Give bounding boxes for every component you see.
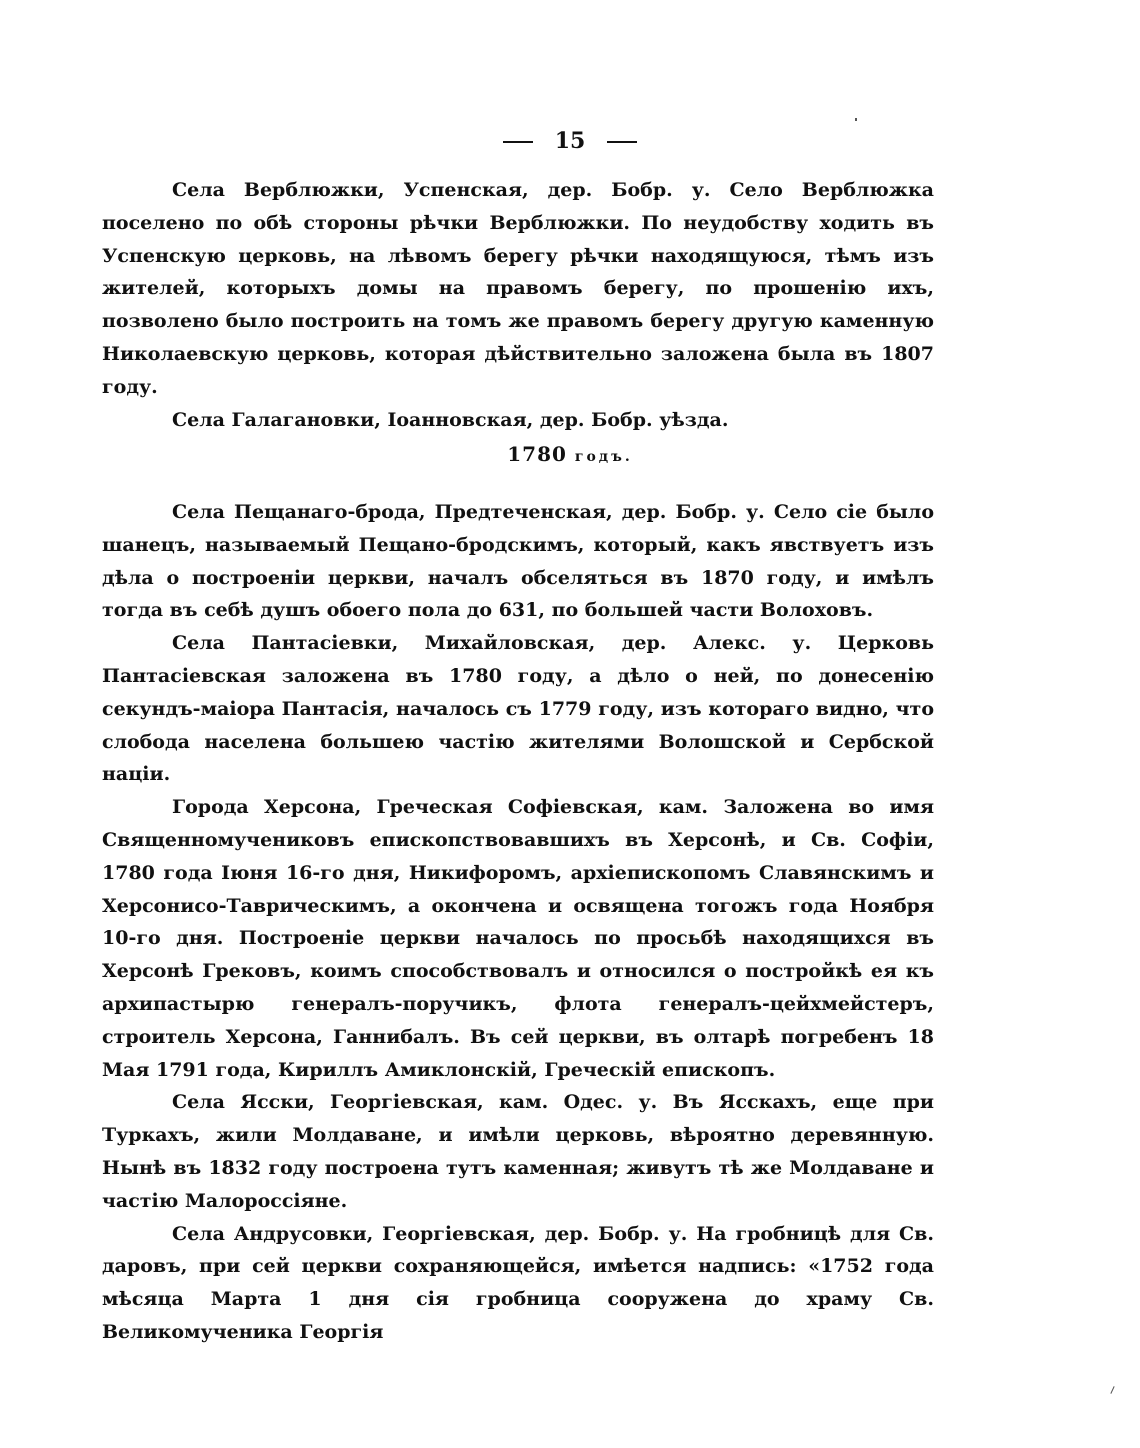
page-number: 15 xyxy=(554,128,586,154)
paragraph: Села Андрусовки, Георгіевская, дер. Бобр. у. На гробницѣ для Св. даровъ, при сей церкви сохраняющейся, имѣется надпись: «1752 года мѣсяца Марта 1 дня сія гробница сооружена до храму Св. Великомученика Георгія xyxy=(102,1222,934,1343)
scan-speck xyxy=(1110,1386,1114,1394)
text-block-main xyxy=(102,496,934,1349)
paragraph: Села Верблюжки, Успенская, дер. Бобр. у. Село Верблюжка поселено по обѣ стороны рѣчки Верблюжки. По неудобству ходить въ Успенскую церковь, на лѣвомъ берегу рѣчки находящуюся, тѣмъ изъ жителей, которыхъ домы на правомъ берегу, по прошенію ихъ, позволено было построить на томъ же правомъ берегу другую каменную Николаевскую церковь, которая дѣйствительно заложена была въ 1807 году. xyxy=(102,179,934,398)
section-heading xyxy=(0,442,1140,466)
page-header xyxy=(0,128,1140,154)
paragraph: Города Херсона, Греческая Софіевская, кам. Заложена во имя Священномучениковъ епископствовавшихъ въ Херсонѣ, и Св. Софіи, 1780 года Іюня 16-го дня, Никифоромъ, архіепископомъ Славянскимъ и Херсонисо-Таврическимъ, а окончена и освящена тогожъ года Ноября 10-го дня. Построеніе церкви началось по просьбѣ находящихся въ Херсонѣ Грековъ, коимъ способствовалъ и относился о постройкѣ ея къ архипастырю генералъ-поручикъ, флота генералъ-цейхмейстеръ, строитель Херсона, Ганнибалъ. Въ сей церкви, въ олтарѣ погребенъ 18 Мая 1791 года, Кириллъ Амиклонскій, Греческій епископъ. xyxy=(102,796,934,1081)
paragraph: Села Ясски, Георгіевская, кам. Одес. у. Въ Ясскахъ, еще при Туркахъ, жили Молдаване, и имѣли церковь, вѣроятно деревянную. Нынѣ въ 1832 году построена тутъ каменная; живутъ тѣ же Молдаване и частію Малороссіяне. xyxy=(102,1091,934,1212)
paragraph: Села Пантасіевки, Михайловская, дер. Алекс. у. Церковь Пантасіевская заложена въ 1780 году, а дѣло о ней, по донесенію секундъ-маіора Пантасія, началось съ 1779 году, изъ котораго видно, что слобода населена большею частію жителями Волошской и Сербской націи. xyxy=(102,632,934,786)
section-year: 1780 xyxy=(507,442,567,466)
paragraph: Села Галагановки, Іоанновская, дер. Бобр. уѣзда. xyxy=(172,408,729,431)
header-dash-right xyxy=(607,141,637,143)
paragraph: Села Пещанаго-брода, Предтеченская, дер. Бобр. у. Село сіе было шанецъ, называемый Пещано-бродскимъ, который, какъ явствуетъ изъ дѣла о построеніи церкви, началъ обселяться въ 1870 году, и имѣлъ тогда въ себѣ душъ обоего пола до 631, по большей части Волоховъ. xyxy=(102,501,934,622)
header-dash-left xyxy=(503,141,533,143)
text-block-top xyxy=(102,174,934,436)
section-label: годъ. xyxy=(574,449,633,465)
scan-speck xyxy=(855,118,857,121)
